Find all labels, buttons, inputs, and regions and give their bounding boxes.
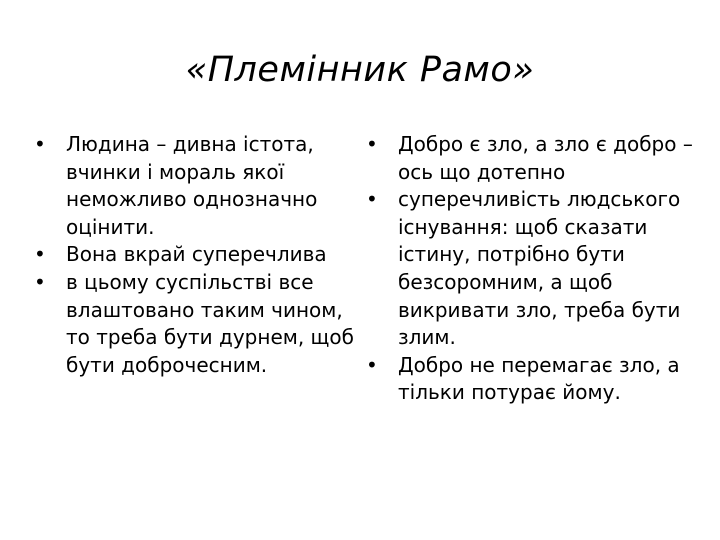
bullet-text: Добро є зло, а зло є добро – ось що дотепно <box>398 132 693 184</box>
list-item <box>366 186 696 352</box>
bullet-text: Вона вкрай суперечлива <box>66 242 327 267</box>
list-item <box>34 241 354 269</box>
bullet-icon: • <box>34 132 46 156</box>
bullet-icon: • <box>366 352 378 377</box>
list-item <box>34 131 354 241</box>
list-item <box>34 269 354 379</box>
bullet-text: суперечливість людського існування: щоб сказати істину, потрібно бути безсоромним, а щоб викривати зло, треба бути злим. <box>398 187 681 350</box>
bullet-icon: • <box>366 187 378 212</box>
right-bullet-list <box>366 131 696 407</box>
bullet-text: Людина – дивна істота, вчинки і мораль якої неможливо однозначно оцінити. <box>66 132 318 239</box>
list-item <box>366 131 696 186</box>
left-bullet-list <box>34 131 354 379</box>
slide-title: «Племінник Рамо» <box>185 50 535 90</box>
bullet-icon: • <box>34 242 46 267</box>
bullet-icon: • <box>34 269 46 294</box>
bullet-text: Добро не перемагає зло, а тільки потурає йому. <box>398 352 680 405</box>
bullet-text: в цьому суспільстві все влаштовано таким чином, то треба бути дурнем, щоб бути доброчесним. <box>66 269 354 377</box>
list-item <box>366 352 696 407</box>
bullet-icon: • <box>366 132 378 156</box>
